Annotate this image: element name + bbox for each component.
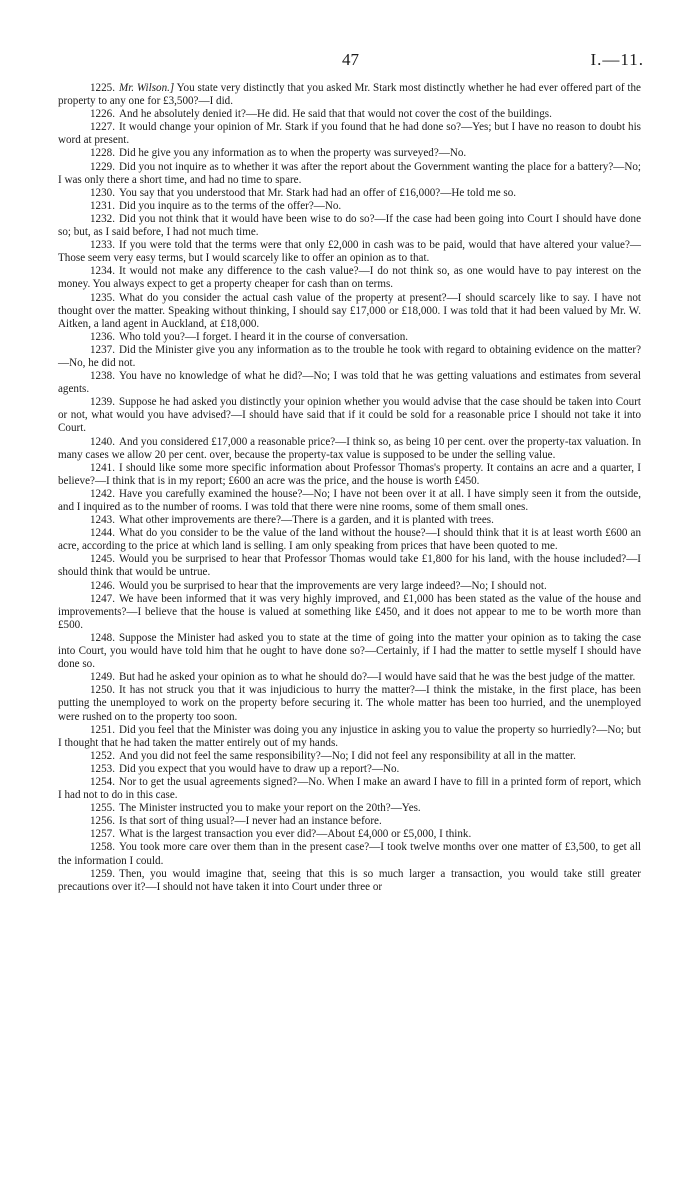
question-number: 1250. [90, 684, 115, 697]
question-number: 1255. [90, 802, 115, 815]
question-paragraph [58, 488, 641, 514]
question-paragraph [58, 200, 641, 213]
question-paragraph [58, 632, 641, 671]
question-number: 1230. [90, 186, 115, 199]
question-text: And he absolutely denied it?—He did. He said that that would not cover the cost of the buildings. [118, 108, 552, 121]
question-paragraph [58, 161, 641, 187]
question-text: Is that sort of thing usual?—I never had an instance before. [118, 815, 382, 828]
question-paragraph [58, 527, 641, 553]
question-text: You say that you understood that Mr. Stark had had an offer of £16,000?—He told me so. [118, 186, 517, 199]
question-number: 1227. [90, 121, 115, 134]
question-text: What other improvements are there?—There is a garden, and it is planted with trees. [118, 514, 494, 527]
question-paragraph [58, 763, 641, 776]
question-text: You took more care over them than in the present case?—I took twelve months over one matter of £3,500, to get all the information I could. [58, 841, 641, 867]
question-number: 1256. [90, 815, 115, 828]
question-text: It would change your opinion of Mr. Stark if you found that he had done so?—Yes; but I have no reason to doubt his word at present. [58, 121, 641, 147]
question-paragraph [58, 396, 641, 435]
question-paragraph [58, 868, 641, 894]
question-number: 1248. [90, 631, 115, 644]
question-paragraph [58, 331, 641, 344]
question-number: 1247. [90, 592, 115, 605]
question-number: 1245. [90, 553, 115, 566]
question-number: 1229. [90, 160, 115, 173]
question-number: 1241. [90, 461, 115, 474]
question-paragraph [58, 684, 641, 723]
question-number: 1233. [90, 239, 115, 252]
evidence-text [58, 82, 641, 894]
question-text: Would you be surprised to hear that the improvements are very large indeed?—No; I should not. [118, 579, 547, 592]
question-text: Did you inquire as to the terms of the offer?—No. [118, 199, 342, 212]
question-paragraph [58, 841, 641, 867]
question-paragraph [58, 292, 641, 331]
page-number: 47 [342, 50, 359, 69]
question-text: The Minister instructed you to make your report on the 20th?—Yes. [118, 802, 421, 815]
question-paragraph [58, 553, 641, 579]
question-text: It has not struck you that it was injudicious to hurry the matter?—I think the mistake, in the first place, has been putting the unemployed to work on the property before securing it. The whole matter has been too hurried, and the unemployed were rushed on to the property too soon. [58, 684, 641, 723]
question-text: Did you not inquire as to whether it was after the report about the Government wanting the place for a battery?—No; I was only there a short time, and had no time to spare. [58, 160, 641, 186]
question-paragraph [58, 462, 641, 488]
question-paragraph [58, 580, 641, 593]
question-number: 1231. [90, 199, 115, 212]
question-text: Did he give you any information as to when the property was surveyed?—No. [118, 147, 467, 160]
question-text: What is the largest transaction you ever did?—About £4,000 or £5,000, I think. [118, 828, 472, 841]
question-text: Who told you?—I forget. I heard it in the course of conversation. [118, 330, 409, 343]
question-number: 1239. [90, 396, 115, 409]
question-text: Suppose the Minister had asked you to state at the time of going into the matter your opinion as to taking the case into Court, you would have told him that he ought to have done so?—Certainly, if I had the matter to settle myself I should have done so. [58, 631, 641, 671]
question-text: You have no knowledge of what he did?—No; I was told that he was getting valuations and estimates from several agents. [58, 370, 641, 396]
question-number: 1234. [90, 265, 115, 278]
question-paragraph [58, 147, 641, 160]
question-number: 1226. [90, 108, 115, 121]
question-text: But had he asked your opinion as to what he should do?—I would have said that he was the best judge of the matter. [118, 671, 636, 684]
question-number: 1236. [90, 330, 115, 343]
question-paragraph [58, 593, 641, 632]
question-number: 1254. [90, 775, 115, 788]
question-number: 1244. [90, 527, 115, 540]
question-paragraph [58, 187, 641, 200]
question-text: It would not make any difference to the cash value?—I do not think so, as one would have to pay interest on the money. You always expect to get a property cheaper for cash than on terms. [58, 265, 641, 291]
speaker-name: Mr. Wilson.] [118, 82, 175, 94]
question-paragraph [58, 724, 641, 750]
question-number: 1249. [90, 671, 115, 684]
question-number: 1252. [90, 749, 115, 762]
question-paragraph [58, 671, 641, 684]
question-number: 1225. [90, 82, 115, 94]
question-text: Nor to get the usual agreements signed?—No. When I make an award I have to fill in a printed form of report, which I had not to do in this case. [58, 775, 641, 802]
question-number: 1242. [90, 487, 115, 500]
question-number: 1251. [90, 723, 115, 736]
question-number: 1235. [90, 291, 115, 304]
question-number: 1258. [90, 841, 115, 854]
question-text: If you were told that the terms were that only £2,000 in cash was to be paid, would that have altered your value?—Those seem very easy terms, but I would scarcely like to offer an opinion as to that. [58, 239, 641, 265]
question-text: Have you carefully examined the house?—No; I have not been over it at all. I have simply seen it from the outside, and I inquired as to the number of rooms. I was told that there were nine rooms, some of them small ones. [58, 487, 641, 513]
question-paragraph [58, 370, 641, 396]
question-text: You state very distinctly that you asked Mr. Stark most distinctly whether he had ever offered part of the property to any one for £3,500?—I did. [58, 82, 641, 108]
question-text: Suppose he had asked you distinctly your opinion whether you would advise that the case should be taken into Court or not, what would you have advised?—I should have said that if it could be sold for a reasonable price I should not take it into Court. [58, 396, 641, 435]
question-paragraph [58, 265, 641, 291]
document-reference: I.—11. [590, 50, 644, 69]
question-text: Did you feel that the Minister was doing you any injustice in asking you to value the property so hurriedly?—No; but I thought that he had taken the matter entirely out of my hands. [58, 723, 641, 749]
question-text: We have been informed that it was very highly improved, and £1,000 has been stated as the value of the house and improvements?—I believe that the house is valued at something like £450, and it does not appear to me to be worth more than £500. [58, 592, 641, 631]
question-number: 1232. [90, 212, 115, 225]
question-paragraph [58, 750, 641, 763]
question-text: What do you consider the actual cash value of the property at present?—I should scarcely like to say. I have not thought over the matter. Speaking without thinking, I should say £17,000 or £18,000. I was told that it had been valued by Mr. W. Aitken, a land agent in Auckland, at £18,000. [58, 291, 641, 330]
question-paragraph [58, 121, 641, 147]
question-number: 1228. [90, 147, 115, 160]
question-number: 1238. [90, 370, 115, 383]
question-text: Then, you would imagine that, seeing that this is so much larger a transaction, you would take still greater precautions over it?—I should not have taken it into Court under three or [58, 867, 641, 893]
question-number: 1240. [90, 435, 115, 448]
question-paragraph [58, 815, 641, 828]
question-text: Did you not think that it would have been wise to do so?—If the case had been going into Court I should have done so; but, as I said before, I had not much time. [58, 212, 641, 239]
question-paragraph [58, 239, 641, 265]
question-paragraph [58, 776, 641, 802]
question-number: 1259. [90, 867, 115, 880]
question-paragraph [58, 514, 641, 527]
question-paragraph [58, 108, 641, 121]
question-text: And you considered £17,000 a reasonable price?—I think so, as being 10 per cent. over the property-tax valuation. In many cases we allow 20 per cent. over, because the property-tax value is supposed to be under the selling value. [58, 435, 641, 461]
question-paragraph [58, 213, 641, 239]
question-text: Did you expect that you would have to draw up a report?—No. [118, 762, 400, 775]
question-paragraph [58, 436, 641, 462]
question-text: Would you be surprised to hear that Professor Thomas would take £1,800 for his land, with the house included?—I should think that would be untrue. [58, 553, 641, 579]
question-number: 1243. [90, 514, 115, 527]
question-paragraph [58, 802, 641, 815]
question-text: And you did not feel the same responsibility?—No; I did not feel any responsibility at all in the matter. [118, 749, 576, 762]
question-text: I should like some more specific information about Professor Thomas's property. It contains an acre and a quarter, I believe?—I think that is in my report; £600 an acre was the price, and the house is worth £450. [58, 461, 641, 487]
question-paragraph [58, 344, 641, 370]
question-number: 1246. [90, 579, 115, 592]
question-number: 1253. [90, 762, 115, 775]
question-number: 1257. [90, 828, 115, 841]
question-number: 1237. [90, 343, 115, 356]
question-paragraph [58, 82, 641, 108]
question-text: Did the Minister give you any information as to the trouble he took with regard to obtaining evidence on the matter?—No, he did not. [58, 343, 641, 369]
page-header [0, 50, 700, 72]
question-text: What do you consider to be the value of the land without the house?—I should think that it is at least worth £600 an acre, according to the price at which land is selling. I am only speaking from prices that have been quoted to me. [58, 527, 641, 553]
question-paragraph [58, 828, 641, 841]
